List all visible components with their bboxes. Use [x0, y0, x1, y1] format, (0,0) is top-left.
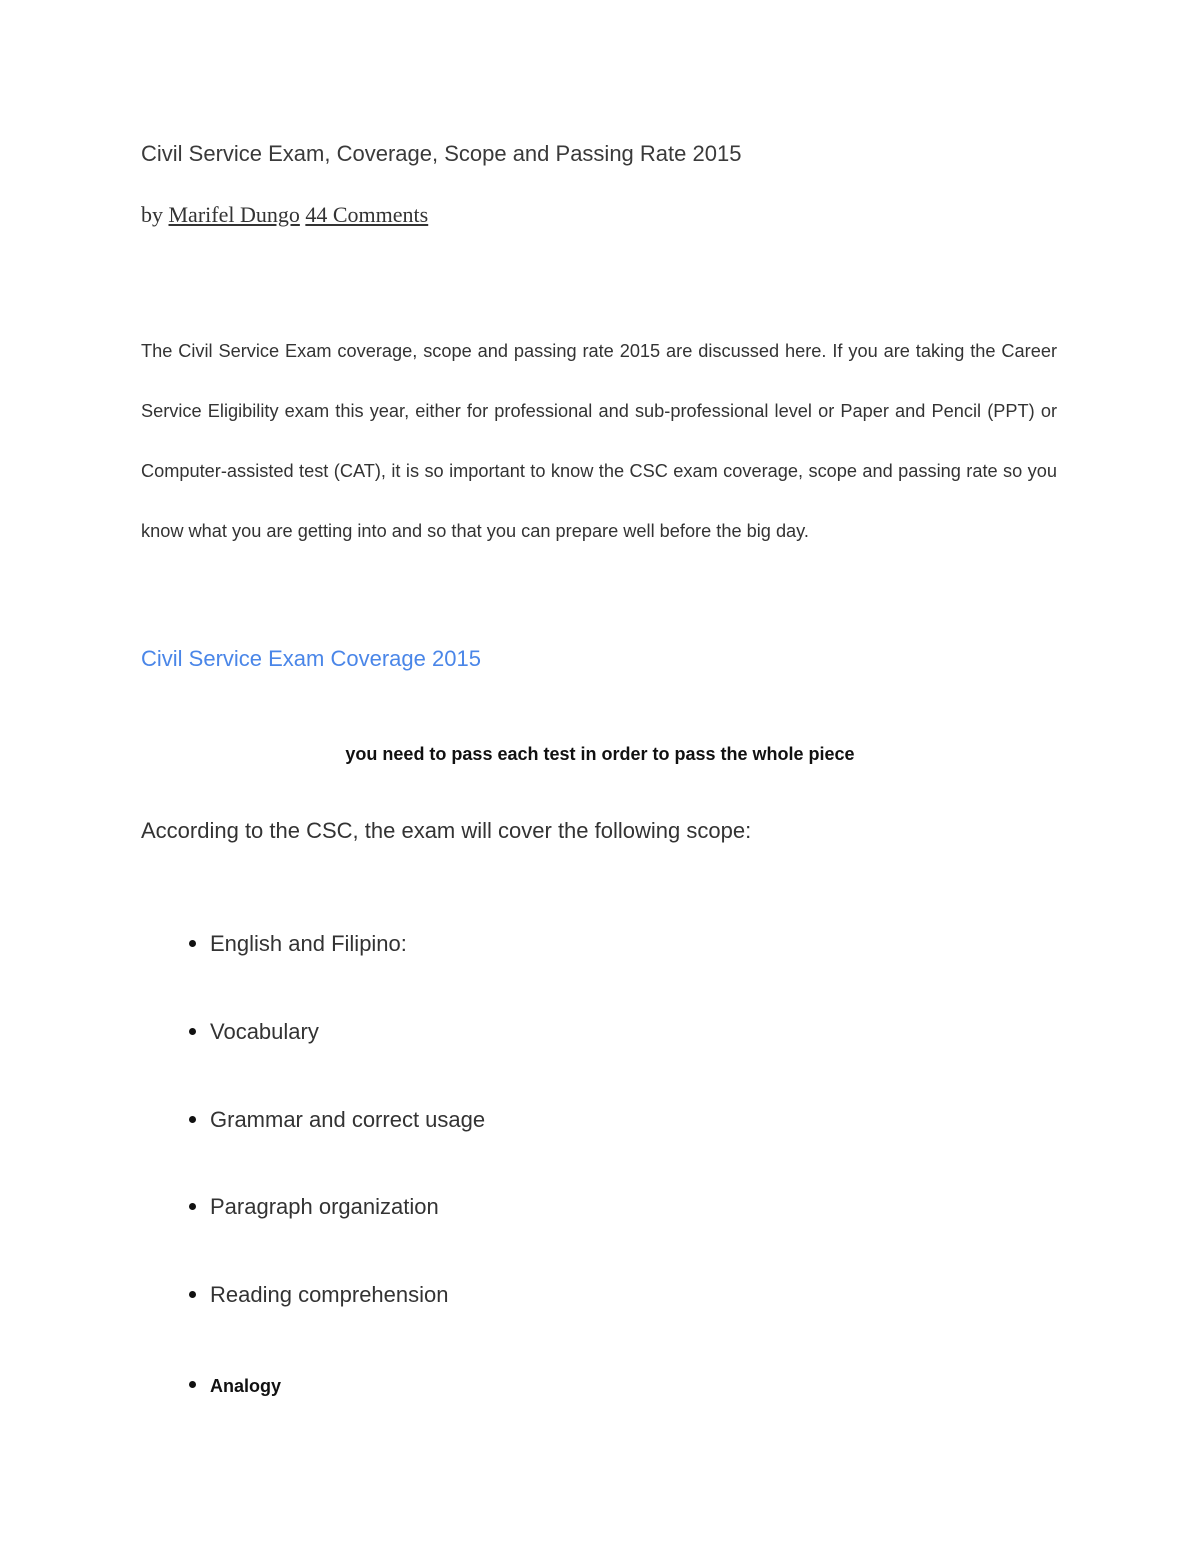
section-heading: Civil Service Exam Coverage 2015 [141, 646, 481, 671]
article-title: Civil Service Exam, Coverage, Scope and Passing Rate 2015 [141, 141, 742, 166]
bullet-icon [189, 1028, 196, 1035]
list-item: Vocabulary [189, 1019, 319, 1045]
list-item: Grammar and correct usage [189, 1107, 485, 1133]
byline [141, 202, 428, 228]
list-item: English and Filipino: [189, 931, 407, 957]
bullet-icon [189, 940, 196, 947]
list-item: Reading comprehension [189, 1282, 449, 1308]
bullet-icon [189, 1381, 196, 1388]
intro-paragraph: The Civil Service Exam coverage, scope and passing rate 2015 are discussed here. If you are taking the Career Service Eligibility exam this year, either for professional and sub-professional level or Paper and Pencil (PPT) or Computer-assisted test (CAT), it is so important to know the CSC exam coverage, scope and passing rate so you know what you are getting into and so that you can prepare well before the big day. [141, 341, 1057, 541]
author-link[interactable]: Marifel Dungo [168, 202, 300, 227]
bullet-icon [189, 1291, 196, 1298]
bullet-icon [189, 1203, 196, 1210]
pass-note: you need to pass each test in order to pass the whole piece [345, 744, 855, 764]
list-item: Analogy [189, 1372, 281, 1398]
scope-intro: According to the CSC, the exam will cover the following scope: [141, 818, 752, 843]
byline-prefix: by [141, 202, 163, 227]
bullet-icon [189, 1116, 196, 1123]
comments-link[interactable]: 44 Comments [305, 202, 429, 227]
list-item: Paragraph organization [189, 1194, 439, 1220]
